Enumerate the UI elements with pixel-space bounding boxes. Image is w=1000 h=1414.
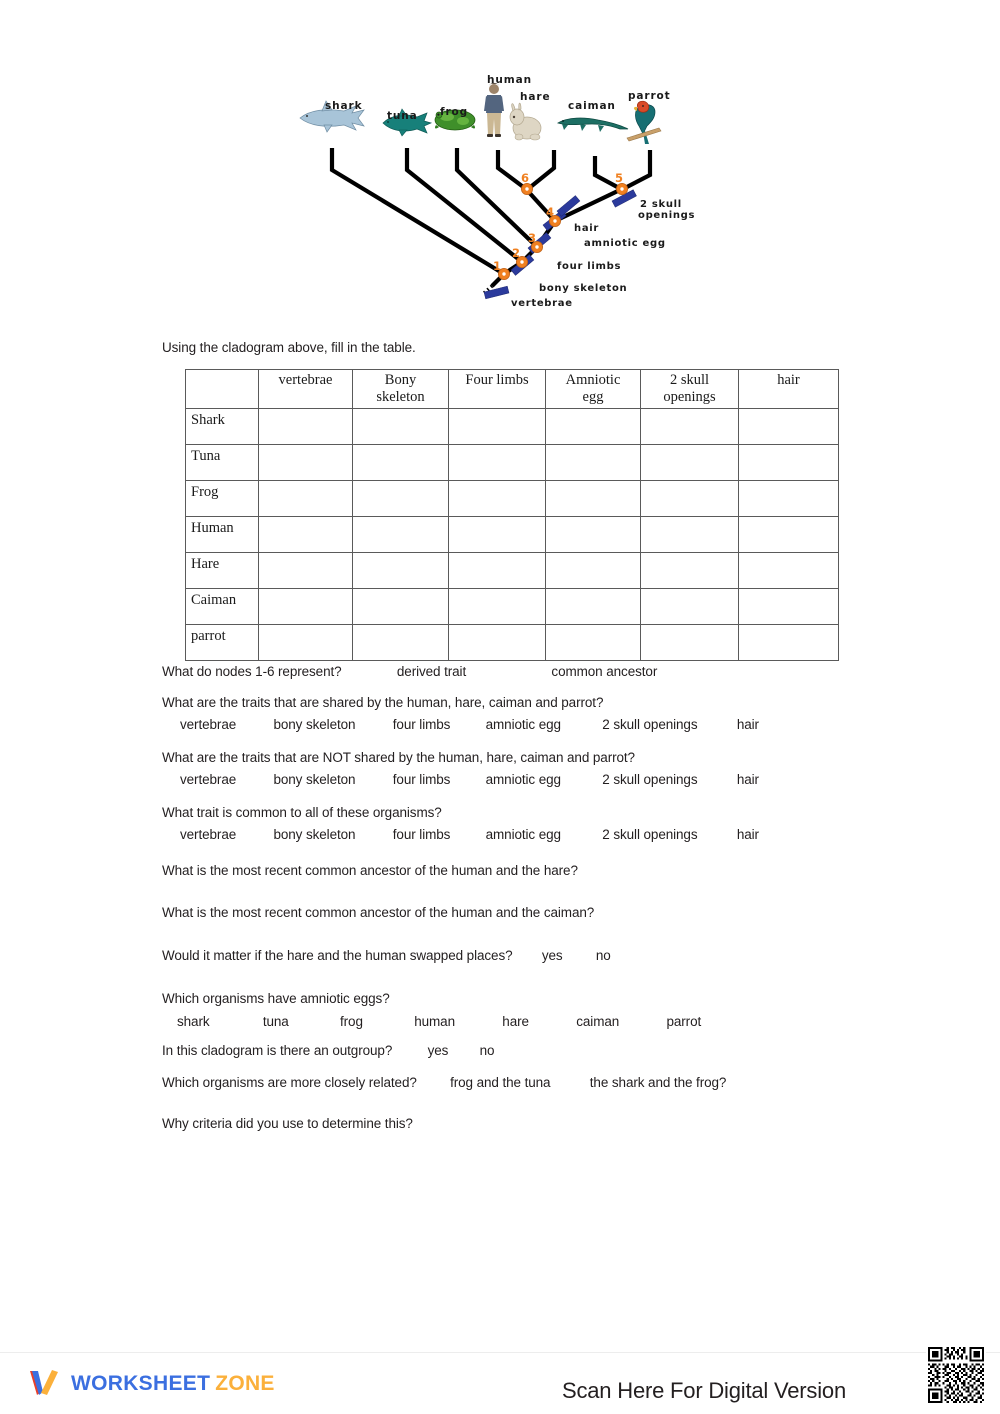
q2-option-hair[interactable]: hair [736,717,759,733]
question-2 [162,695,862,733]
trait-label-vertebrae: vertebrae [511,298,573,309]
cell-shark-vertebrae[interactable] [259,409,353,445]
q10-choice-shark-and-frog[interactable]: the shark and the frog? [589,1074,727,1090]
table-row [186,589,839,625]
q2-option-amniotic-egg[interactable]: amniotic egg [485,717,561,733]
cell-parrot-four-limbs[interactable] [449,625,546,661]
question-1-text: What do nodes 1-6 represent? [162,664,342,679]
cell-shark-amniotic-egg[interactable] [546,409,641,445]
cell-hare-hair[interactable] [739,553,839,589]
question-8 [162,991,862,1029]
question-7 [162,948,862,964]
q1-choice-derived-trait[interactable]: derived trait [396,664,467,679]
cell-hare-bony-skeleton[interactable] [353,553,449,589]
q8-option-parrot[interactable]: parrot [666,1013,702,1029]
q8-option-hare[interactable]: hare [502,1013,529,1029]
q2-option-bony-skeleton[interactable]: bony skeleton [273,717,356,733]
question-4-options [162,827,862,843]
q2-option-2-skull-openings[interactable]: 2 skull openings [602,717,698,733]
brand-text-zone: ZONE [215,1371,275,1395]
trait-label-amniotic-egg: amniotic egg [584,238,666,249]
q4-option-vertebrae[interactable]: vertebrae [180,827,237,843]
question-6 [162,905,862,921]
taxon-image-parrot [627,101,661,144]
trait-label-bony-skeleton: bony skeleton [539,283,628,294]
taxon-label-frog: frog [440,106,469,118]
trait-label-2-skull-l2: openings [638,210,696,221]
cell-shark-bony-skeleton[interactable] [353,409,449,445]
table-header-vertebrae [259,370,353,409]
trait-label-four-limbs: four limbs [557,261,622,272]
table-header-row [186,370,839,409]
row-label-frog: Frog [186,481,259,517]
question-5 [162,863,862,879]
scan-here-text: Scan Here For Digital Version [562,1378,846,1403]
row-label-hare: Hare [186,553,259,589]
node-number-6: 6 [521,171,530,185]
cell-hare-four-limbs[interactable] [449,553,546,589]
q8-option-human[interactable]: human [414,1013,455,1029]
node-number-2: 2 [512,246,521,260]
taxon-label-hare: hare [520,91,551,103]
table-header-amniotic-egg [546,370,641,409]
qr-code[interactable] [926,1345,986,1405]
question-3-text: What are the traits that are NOT shared by the human, hare, caiman and parrot? [162,749,635,765]
header-line: 2 skull [669,372,710,388]
row-label-human: Human [186,517,259,553]
q8-option-tuna[interactable]: tuna [262,1013,289,1029]
q8-option-frog[interactable]: frog [340,1013,363,1029]
q2-option-four-limbs[interactable]: four limbs [392,717,451,733]
question-3 [162,750,862,788]
cell-shark-four-limbs[interactable] [449,409,546,445]
cell-caiman-hair[interactable] [739,589,839,625]
question-2-options [162,717,862,733]
cell-parrot-hair[interactable] [739,625,839,661]
cell-parrot-amniotic-egg[interactable] [546,625,641,661]
q3-option-four-limbs[interactable]: four limbs [392,772,451,788]
q9-choice-yes[interactable]: yes [427,1043,449,1059]
q3-option-2-skull-openings[interactable]: 2 skull openings [602,772,698,788]
brand-text-worksheet: WORKSHEET [71,1371,211,1395]
question-2-text: What are the traits that are shared by the human, hare, caiman and parrot? [162,694,604,710]
cell-human-hair[interactable] [739,517,839,553]
trait-table-container [185,369,838,661]
cell-shark-2-skull-openings[interactable] [641,409,739,445]
question-7-text: Would it matter if the hare and the human swapped places? [162,947,513,963]
cell-caiman-2-skull-openings[interactable] [641,589,739,625]
q1-choice-common-ancestor[interactable]: common ancestor [551,664,658,679]
question-8-text: Which organisms have amniotic eggs? [162,991,390,1007]
taxon-image-hare [510,103,541,140]
table-row [186,517,839,553]
q3-option-hair[interactable]: hair [736,772,759,788]
table-row [186,445,839,481]
row-label-shark: Shark [186,409,259,445]
cell-caiman-four-limbs[interactable] [449,589,546,625]
question-1 [162,664,862,680]
node-number-4: 4 [546,205,555,219]
header-line: Four limbs [465,372,529,388]
brand-wordmark [71,1373,275,1394]
cell-frog-hair[interactable] [739,481,839,517]
cell-frog-four-limbs[interactable] [449,481,546,517]
header-line: skeleton [376,388,425,405]
q4-option-amniotic-egg[interactable]: amniotic egg [485,827,561,843]
question-4-text: What trait is common to all of these organisms? [162,804,442,820]
table-row [186,409,839,445]
cell-shark-hair[interactable] [739,409,839,445]
trait-label-2-skull-l1: 2 skull [640,199,682,210]
q8-option-shark[interactable]: shark [177,1013,210,1029]
taxon-label-caiman: caiman [568,100,616,112]
node-number-3: 3 [528,231,537,245]
cell-hare-2-skull-openings[interactable] [641,553,739,589]
node-number-5: 5 [615,171,624,185]
table-header-bony-skeleton [353,370,449,409]
q7-choice-no[interactable]: no [595,947,611,963]
question-11-text: Why criteria did you use to determine this? [162,1116,413,1132]
questions-section [162,664,862,1132]
cell-parrot-vertebrae[interactable] [259,625,353,661]
q10-choice-frog-and-tuna[interactable]: frog and the tuna [450,1074,551,1090]
table-header-hair [739,370,839,409]
table-header-2-skull-openings [641,370,739,409]
cell-tuna-four-limbs[interactable] [449,445,546,481]
worksheet-zone-logo[interactable] [28,1368,275,1398]
header-line: Amniotic [565,372,621,388]
q3-option-vertebrae[interactable]: vertebrae [180,772,237,788]
question-9-text: In this cladogram is there an outgroup? [162,1043,393,1059]
question-6-text: What is the most recent common ancestor of the human and the caiman? [162,905,595,921]
question-5-text: What is the most recent common ancestor of the human and the hare? [162,862,578,878]
cell-hare-amniotic-egg[interactable] [546,553,641,589]
cell-parrot-2-skull-openings[interactable] [641,625,739,661]
cell-human-2-skull-openings[interactable] [641,517,739,553]
cell-frog-bony-skeleton[interactable] [353,481,449,517]
cell-frog-amniotic-egg[interactable] [546,481,641,517]
table-row [186,481,839,517]
trait-table [185,369,839,661]
cell-human-amniotic-egg[interactable] [546,517,641,553]
trait-label-hair: hair [574,223,600,234]
header-line: vertebrae [278,372,333,388]
cell-tuna-vertebrae[interactable] [259,445,353,481]
header-line: Bony [384,372,417,388]
cell-hare-vertebrae[interactable] [259,553,353,589]
taxon-label-shark: shark [325,100,363,112]
row-label-caiman: Caiman [186,589,259,625]
q4-option-four-limbs[interactable]: four limbs [392,827,451,843]
cell-human-four-limbs[interactable] [449,517,546,553]
cell-tuna-2-skull-openings[interactable] [641,445,739,481]
taxon-image-human [484,83,504,137]
q8-option-caiman[interactable]: caiman [576,1013,620,1029]
q3-option-amniotic-egg[interactable]: amniotic egg [485,772,561,788]
q7-choice-yes[interactable]: yes [541,947,563,963]
q4-option-hair[interactable]: hair [736,827,759,843]
taxon-label-tuna: tuna [387,110,418,122]
cladogram-figure [285,58,705,313]
question-9 [162,1043,862,1059]
q4-option-2-skull-openings[interactable]: 2 skull openings [602,827,698,843]
question-4 [162,805,862,843]
cell-tuna-hair[interactable] [739,445,839,481]
table-row [186,625,839,661]
node-number-1: 1 [493,259,502,273]
q2-option-vertebrae[interactable]: vertebrae [180,717,237,733]
cell-frog-vertebrae[interactable] [259,481,353,517]
table-header-corner [186,370,259,409]
header-line: egg [582,388,604,405]
q3-option-bony-skeleton[interactable]: bony skeleton [273,772,356,788]
cell-caiman-vertebrae[interactable] [259,589,353,625]
row-label-tuna: Tuna [186,445,259,481]
cell-caiman-amniotic-egg[interactable] [546,589,641,625]
taxon-label-human: human [487,74,532,86]
cell-human-bony-skeleton[interactable] [353,517,449,553]
row-label-parrot: parrot [186,625,259,661]
cell-frog-2-skull-openings[interactable] [641,481,739,517]
brand-v-icon [28,1368,62,1398]
question-8-options [162,1014,862,1030]
question-3-options [162,772,862,788]
question-10 [162,1075,862,1091]
q4-option-bony-skeleton[interactable]: bony skeleton [273,827,356,843]
header-line: hair [777,372,800,388]
taxon-image-caiman [558,118,628,132]
table-header-four-limbs [449,370,546,409]
cell-parrot-bony-skeleton[interactable] [353,625,449,661]
q9-choice-no[interactable]: no [479,1043,495,1059]
table-row [186,553,839,589]
cell-human-vertebrae[interactable] [259,517,353,553]
cell-tuna-bony-skeleton[interactable] [353,445,449,481]
cell-caiman-bony-skeleton[interactable] [353,589,449,625]
cell-tuna-amniotic-egg[interactable] [546,445,641,481]
header-line: openings [663,388,716,405]
taxon-label-parrot: parrot [628,90,671,102]
question-11 [162,1116,862,1132]
question-10-text: Which organisms are more closely related? [162,1074,417,1090]
instruction-text: Using the cladogram above, fill in the table. [162,340,416,355]
